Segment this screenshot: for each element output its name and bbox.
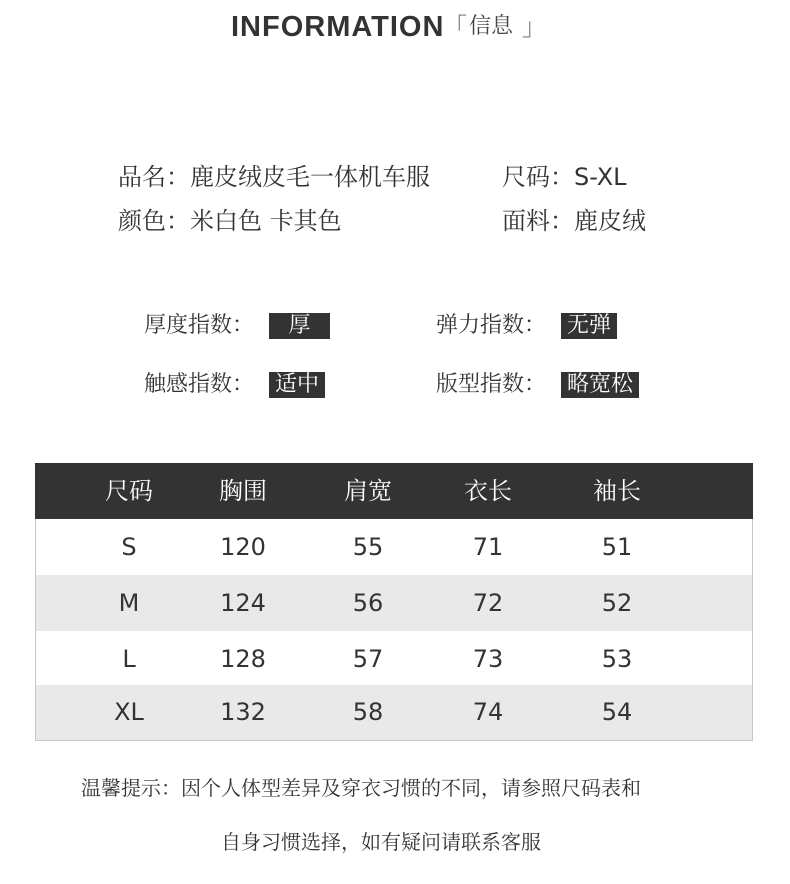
cell-length: 74 [472, 698, 504, 726]
cell-length: 71 [472, 533, 504, 561]
cell-size: L [122, 645, 136, 673]
cell-sleeve: 51 [601, 533, 633, 561]
col-header-size: 尺码 [105, 477, 153, 505]
header-title-en: INFORMATION [231, 11, 445, 43]
product-size-range: 尺码：S-XL [502, 163, 627, 191]
header-bracket-open: 「 [443, 13, 467, 41]
cell-size: M [118, 589, 140, 617]
cell-length: 72 [472, 589, 504, 617]
col-header-shoulder: 肩宽 [344, 477, 392, 505]
table-row [36, 519, 752, 575]
cell-shoulder: 58 [352, 698, 384, 726]
cell-chest: 120 [220, 533, 266, 561]
table-row [36, 631, 752, 687]
table-row [36, 575, 752, 631]
col-header-chest: 胸围 [219, 477, 267, 505]
cell-chest: 124 [220, 589, 266, 617]
header-bracket-close: 」 [522, 13, 546, 41]
cell-sleeve: 52 [601, 589, 633, 617]
col-header-length: 衣长 [464, 477, 512, 505]
cell-shoulder: 57 [352, 645, 384, 673]
product-name: 品名：鹿皮绒皮毛一体机车服 [118, 163, 430, 191]
fit-value-badge: 略宽松 [561, 372, 639, 398]
size-table [35, 463, 753, 741]
cell-shoulder: 56 [352, 589, 384, 617]
cell-shoulder: 55 [352, 533, 384, 561]
elasticity-value-badge: 无弹 [561, 313, 617, 339]
col-header-sleeve: 袖长 [593, 477, 641, 505]
touch-value-badge: 适中 [269, 372, 325, 398]
footer-tip-line2: 自身习惯选择，如有疑问请联系客服 [221, 830, 541, 854]
fit-label: 版型指数： [436, 372, 547, 397]
cell-sleeve: 54 [601, 698, 633, 726]
touch-label: 触感指数： [144, 372, 255, 397]
table-row [36, 685, 752, 740]
thickness-label: 厚度指数： [144, 313, 255, 338]
elasticity-label: 弹力指数： [436, 313, 547, 338]
thickness-value-badge: 厚 [269, 313, 330, 339]
cell-chest: 132 [220, 698, 266, 726]
footer-tip-line1: 温馨提示：因个人体型差异及穿衣习惯的不同，请参照尺码表和 [81, 776, 641, 800]
cell-chest: 128 [220, 645, 266, 673]
size-table-header [35, 463, 753, 519]
product-fabric: 面料：鹿皮绒 [502, 207, 646, 235]
header-title-cn: 信息 [469, 14, 514, 39]
product-color: 颜色：米白色 卡其色 [118, 207, 342, 235]
cell-size: S [121, 533, 137, 561]
cell-length: 73 [472, 645, 504, 673]
cell-sleeve: 53 [601, 645, 633, 673]
cell-size: XL [114, 698, 144, 726]
